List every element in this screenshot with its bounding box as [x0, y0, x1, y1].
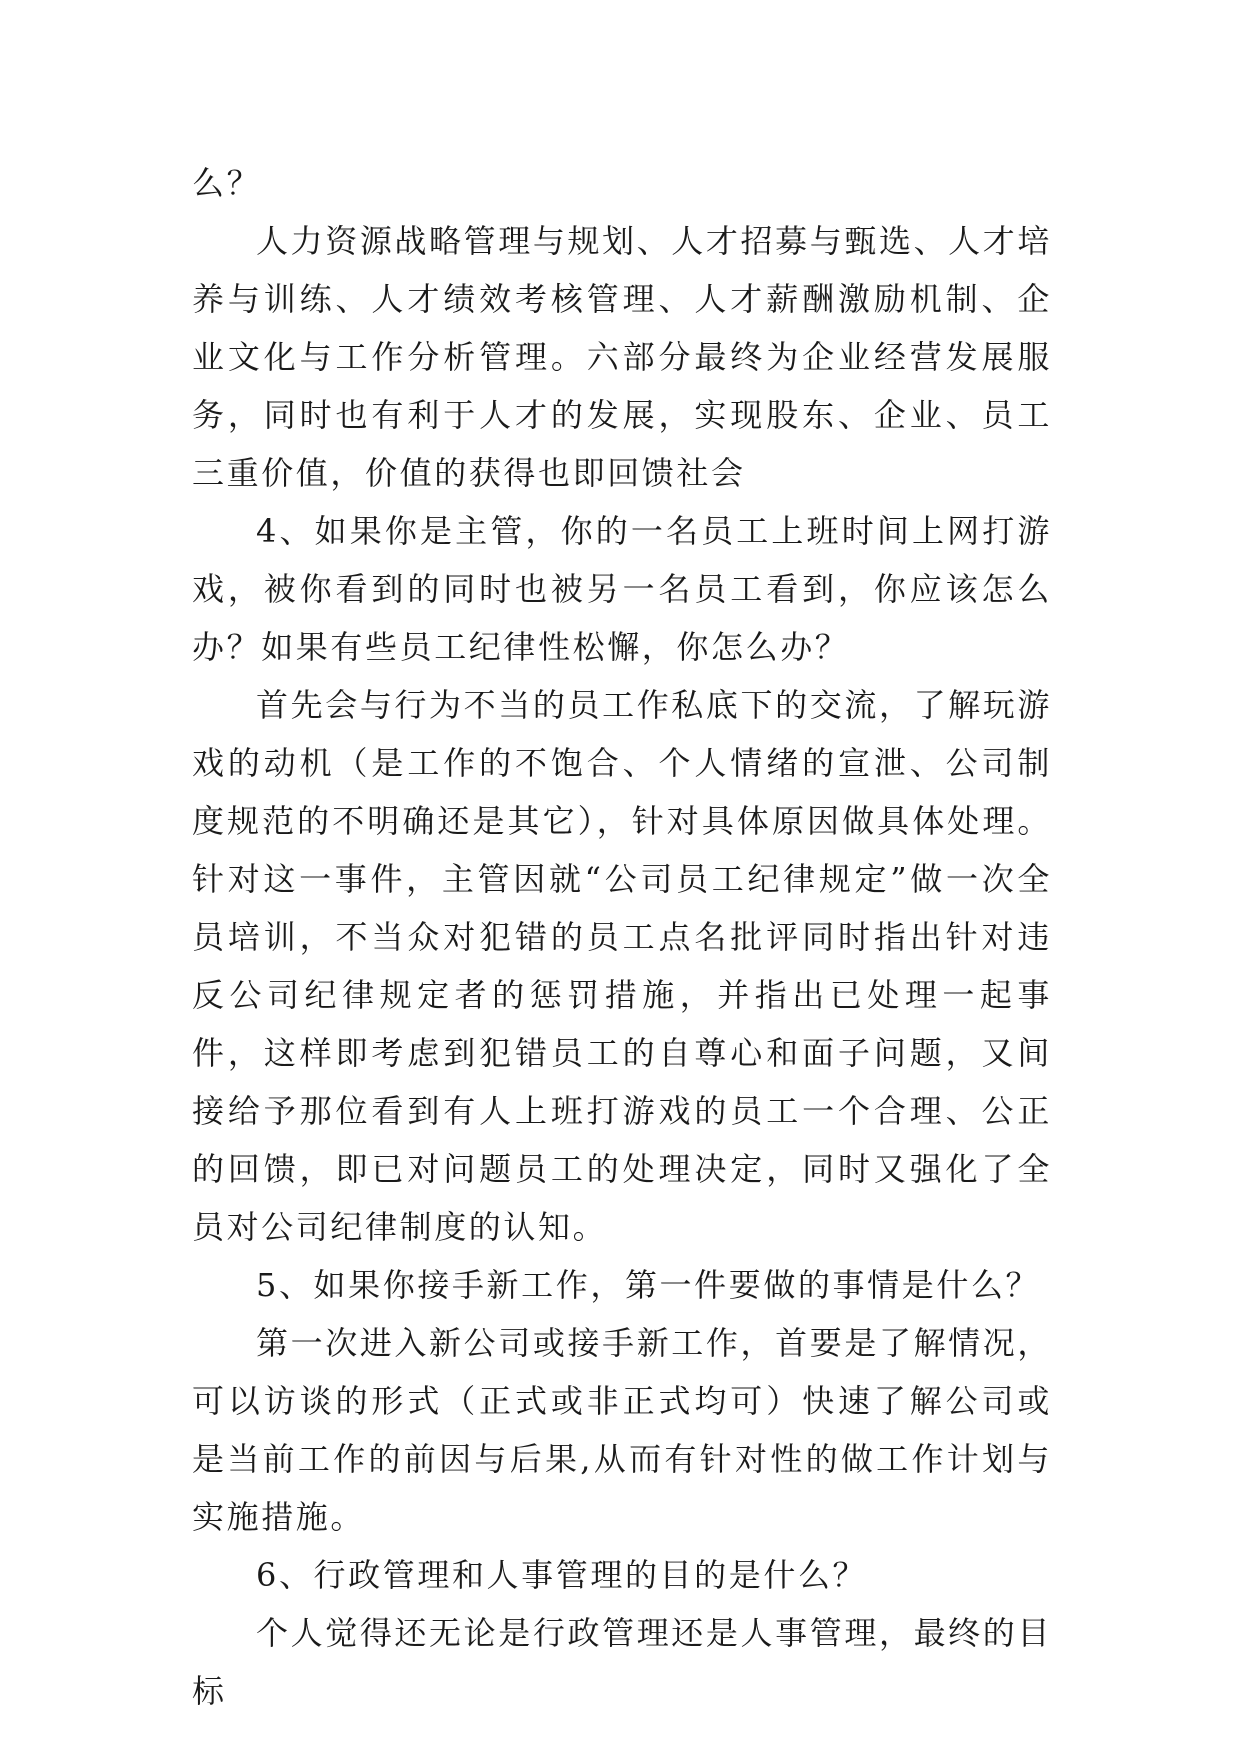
paragraph-answer-4: 首先会与行为不当的员工作私底下的交流，了解玩游戏的动机（是工作的不饱合、个人情绪的宣泄、公司制度规范的不明确还是其它），针对具体原因做具体处理。针对这一事件，主管因就“公司员工纪律规定”做一次全员培训，不当众对犯错的员工点名批评同时指出针对违反公司纪律规定者的惩罚措施，并指出已处理一起事件，这样即考虑到犯错员工的自尊心和面子问题，又间接给予那位看到有人上班打游戏的员工一个合理、公正的回馈，即已对问题员工的处理决定，同时又强化了全员对公司纪律制度的认知。 — [192, 686, 1052, 1246]
paragraph-continuation: 么？ — [192, 164, 262, 202]
paragraph-question-6: 6、行政管理和人事管理的目的是什么？ — [256, 1556, 868, 1594]
paragraph-answer-5: 第一次进入新公司或接手新工作，首要是了解情况，可以访谈的形式（正式或非正式均可）快速了解公司或是当前工作的前因与后果,从而有针对性的做工作计划与实施措施。 — [192, 1324, 1052, 1536]
paragraph-answer-6: 个人觉得还无论是行政管理还是人事管理，最终的目标 — [192, 1614, 1052, 1710]
paragraph-question-4: 4、如果你是主管，你的一名员工上班时间上网打游戏，被你看到的同时也被另一名员工看到，你应该怎么办？如果有些员工纪律性松懈，你怎么办？ — [192, 512, 1052, 666]
paragraph-question-5: 5、如果你接手新工作，第一件要做的事情是什么？ — [256, 1266, 1041, 1304]
document-body — [192, 154, 1052, 1720]
paragraph-hr-modules-answer: 人力资源战略管理与规划、人才招募与甄选、人才培养与训练、人才绩效考核管理、人才薪酬激励机制、企业文化与工作分析管理。六部分最终为企业经营发展服务，同时也有利于人才的发展，实现股东、企业、员工三重价值，价值的获得也即回馈社会 — [192, 222, 1052, 492]
